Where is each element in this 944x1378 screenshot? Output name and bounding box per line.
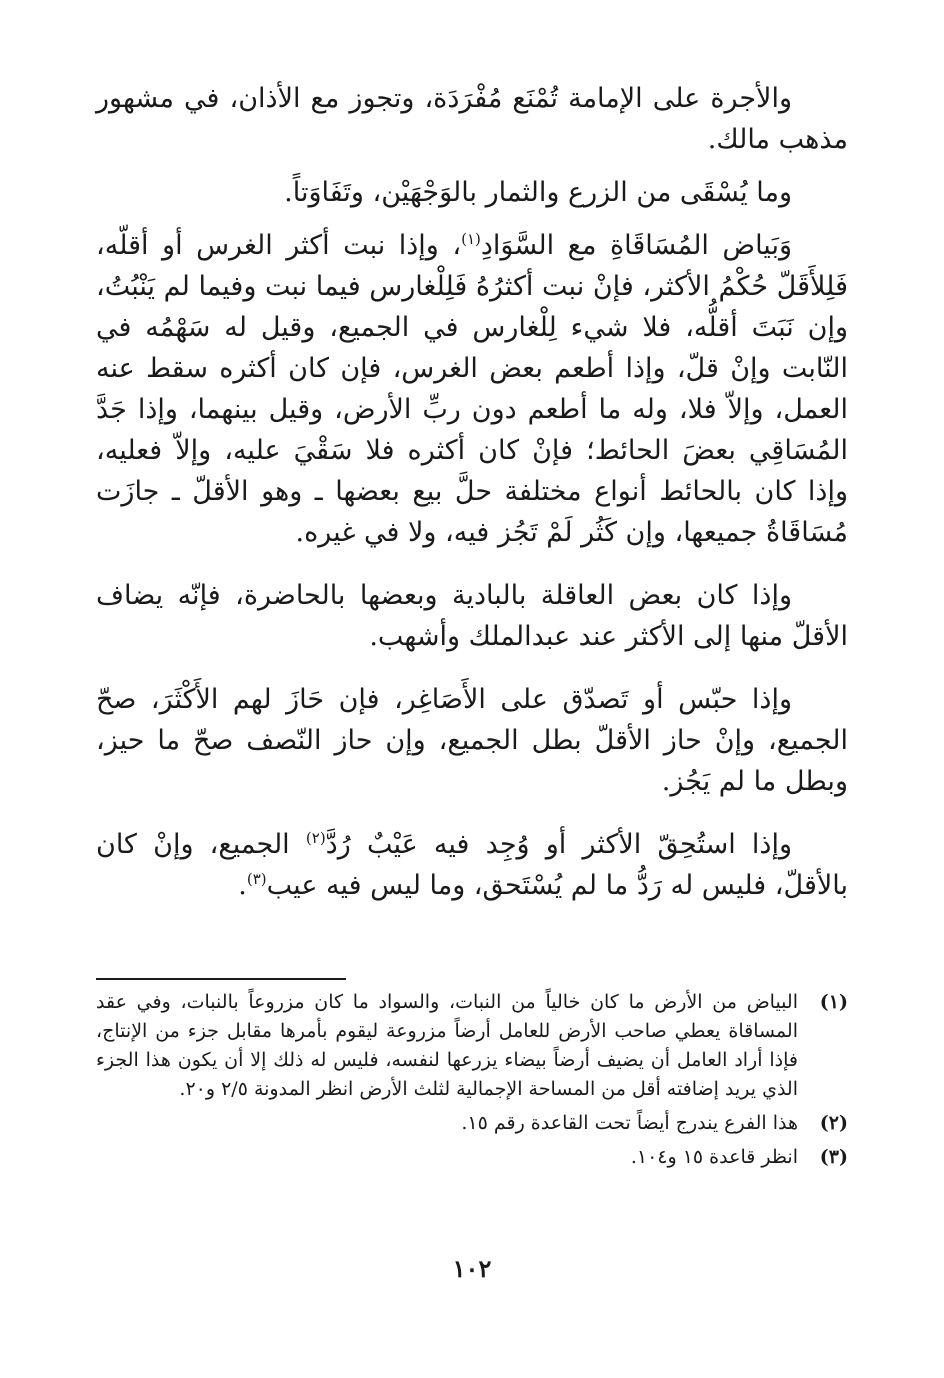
paragraph-2: وما يُسْقَى من الزرع والثمار بالوَجْهَيْن، وتَفَاوَتاً. (284, 177, 792, 208)
main-text (96, 78, 848, 928)
paragraph-4: وإذا كان بعض العاقلة بالبادية وبعضها بالحاضرة، فإنّه يضاف الأقلّ منها إلى الأكثر عند عبدالملك وأشهب. (96, 580, 848, 652)
paragraph-5: وإذا حبّس أو تَصدّق على الأَصَاغِر، فإن حَازَ لهم الأَكْثَرَ، صحّ الجميع، وإنْ حاز الأقلّ بطل الجميع، وإن حاز النّصف صحّ ما حيز، وبطل ما لم يَجُز. (96, 684, 848, 797)
footnote-ref-1[interactable]: (١) (461, 230, 481, 248)
footnote-number: (٣) (819, 1146, 848, 1168)
page-number: ١٠٢ (452, 1254, 492, 1283)
paragraph-6: وإذا استُحِقّ الأكثر أو وُجِد فيه عَيْبٌ رُدَّ$^{(٢)}$ الجميع، وإنْ كان بالأقلّ، فليس له رَدُّ ما لم يُسْتَحق، وما ليس فيه عيب$^{(٣)}$. (96, 829, 848, 901)
footnote-text: انظر قاعدة ١٥ و١٠٤. (630, 1146, 798, 1168)
footnote-text: هذا الفرع يندرج أيضاً تحت القاعدة رقم ١٥. (461, 1112, 798, 1134)
paragraph-3: وَبَياض المُسَاقَاةِ مع السَّوَادِ$^{(١)}$، وإذا نبت أكثر الغرس أو أقلّه، فَلِلأَقَلّ حُكْمُ الأكثر، فإنْ نبت أكثرُهُ فَلِلْغارس فيما نبت وفيما لم يَنْبُتُ، وإن نَبَتَ أقلُّه، فلا شيء لِلْغارس في الجميع، وقيل له سَهْمُه في النّابت وإنْ قلّ، وإذا أطعم بعض الغرس، فإن كان أكثره سقط عنه العمل، وإلاّ فلا، وله ما أطعم دون ربِّ الأرض، وقيل بينهما، وإذا جَدَّ المُسَاقِي بعضَ الحائط؛ فإنْ كان أكثره فلا سَقْيَ عليه، وإلاّ فعليه، وإذا كان بالحائط أنواع مختلفة حلَّ بيع بعضها ـ وهو الأقلّ ـ جازَت مُسَاقَاةُ جميعها، وإن كَثُر لَمْ تَجُز فيه، ولا في غيره. (96, 230, 848, 548)
paragraph-1: والأجرة على الإمامة تُمْنَع مُفْرَدَة، وتجوز مع الأذان، في مشهور مذهب مالك. (96, 83, 848, 155)
footnote-text: البياض من الأرض ما كان خالياً من النبات، والسواد ما كان مزروعاً بالنبات، وفي عقد المساقاة يعطي صاحب الأرض للعامل أرضاً مزروعة ليقوم بأمرها مقابل جزء من الإنتاج، فإذا أراد العامل أن يضيف أرضاً بيضاء يزرعها لنفسه، فليس له ذلك إلا أن يكون هذا الجزء الذي يريد إضافته أقل من المساحة الإجمالية لثلث الأرض انظر المدونة ٢/٥ و٢٠. (96, 991, 798, 1100)
footnote-ref-2[interactable]: (٢) (305, 829, 326, 847)
footnote-1 (96, 988, 848, 1104)
footnote-2 (96, 1109, 848, 1138)
footnote-ref-3[interactable]: (٣) (246, 870, 267, 888)
footnote-number: (١) (819, 991, 848, 1013)
footnote-number: (٢) (819, 1112, 848, 1134)
footnote-3 (96, 1143, 848, 1172)
footnote-separator (96, 978, 346, 980)
footnotes (96, 988, 848, 1177)
